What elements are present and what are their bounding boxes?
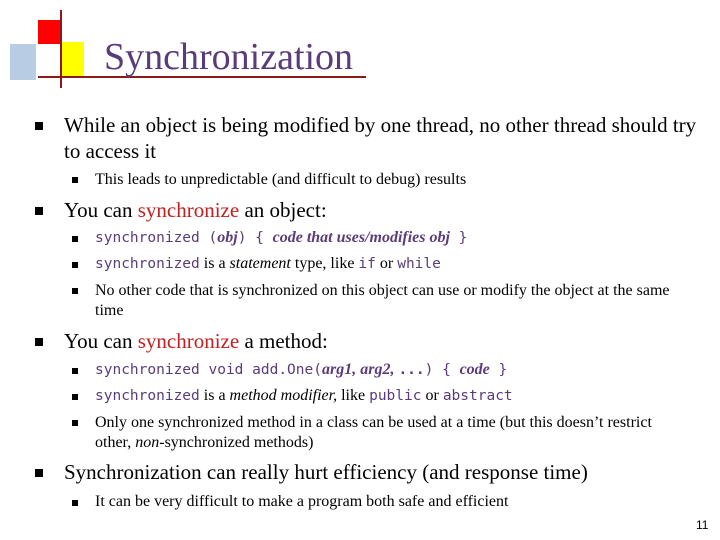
code-keyword: synchronized bbox=[95, 230, 200, 246]
sub-bullet-square bbox=[72, 420, 78, 426]
text-run: like bbox=[337, 387, 370, 404]
code-brace: ) { bbox=[237, 230, 273, 246]
keyword-synchronize: synchronize bbox=[137, 198, 240, 222]
sub-bullet-text bbox=[95, 228, 695, 248]
slide-title: Synchronization bbox=[104, 36, 354, 78]
sub-bullet-text: No other code that is synchronized on this object can use or modify the object at the same time bbox=[95, 282, 670, 319]
code-ellipsis: ... bbox=[398, 362, 425, 378]
sub-bullet-square bbox=[72, 262, 78, 268]
code-paren: ( bbox=[199, 230, 218, 246]
code-args: arg1, arg2, bbox=[321, 361, 399, 378]
text-italic: statement bbox=[229, 255, 291, 272]
code-body: code that uses/modifies obj bbox=[272, 229, 450, 246]
code-while: while bbox=[397, 256, 441, 272]
sub-bullet-square bbox=[72, 368, 78, 374]
bullet-text bbox=[64, 328, 704, 354]
bullet-square bbox=[35, 122, 43, 130]
code-keyword: synchronized bbox=[95, 256, 200, 272]
text-italic: non bbox=[135, 434, 160, 451]
text-run: You can bbox=[64, 329, 138, 353]
sub-bullet-square bbox=[72, 394, 78, 400]
code-keyword: synchronized bbox=[95, 388, 200, 404]
keyword-synchronize: synchronize bbox=[137, 329, 240, 353]
bullet-text: Synchronization can really hurt efficiency (and response time) bbox=[64, 460, 588, 484]
code-public: public bbox=[369, 388, 422, 404]
text-italic: method modifier, bbox=[229, 387, 338, 404]
sub-bullet-square bbox=[72, 288, 78, 294]
bullet-text: While an object is being modified by one thread, no other thread should try to access it bbox=[64, 113, 697, 163]
text-run: a method: bbox=[239, 329, 328, 353]
code-abstract: abstract bbox=[442, 388, 513, 404]
text-run: Only one synchronized method in a class can be used at a time (but this doesn’t restrict other, bbox=[95, 414, 652, 451]
bullet-square bbox=[35, 338, 43, 346]
text-run: -synchronized methods) bbox=[159, 434, 314, 451]
bullet-square bbox=[35, 469, 43, 477]
code-obj: obj bbox=[217, 229, 238, 246]
code-brace: } bbox=[449, 230, 468, 246]
bullet-text bbox=[64, 197, 704, 223]
code-body: code bbox=[459, 361, 490, 378]
text-run: is a bbox=[199, 255, 230, 272]
sub-bullet-square bbox=[72, 236, 78, 242]
code-signature: synchronized void add.One( bbox=[95, 362, 322, 378]
sub-bullet-text: This leads to unpredictable (and difficult to debug) results bbox=[95, 171, 467, 188]
code-if: if bbox=[358, 256, 376, 272]
text-run: You can bbox=[64, 198, 138, 222]
sub-bullet-text bbox=[95, 386, 695, 406]
sub-bullet-text bbox=[95, 413, 685, 453]
code-brace: } bbox=[489, 362, 508, 378]
text-run: type, like bbox=[290, 255, 359, 272]
text-run: or bbox=[421, 387, 443, 404]
text-run: or bbox=[375, 255, 398, 272]
text-run: is a bbox=[199, 387, 230, 404]
text-run: an object: bbox=[239, 198, 327, 222]
bullet-square bbox=[35, 207, 43, 215]
sub-bullet-text bbox=[95, 254, 695, 274]
code-brace: ) { bbox=[424, 362, 460, 378]
sub-bullet-square bbox=[72, 500, 78, 506]
sub-bullet-text bbox=[95, 360, 695, 380]
sub-bullet-text: It can be very difficult to make a program both safe and efficient bbox=[95, 493, 509, 510]
page-number: 11 bbox=[696, 518, 709, 532]
sub-bullet-square bbox=[72, 177, 78, 183]
